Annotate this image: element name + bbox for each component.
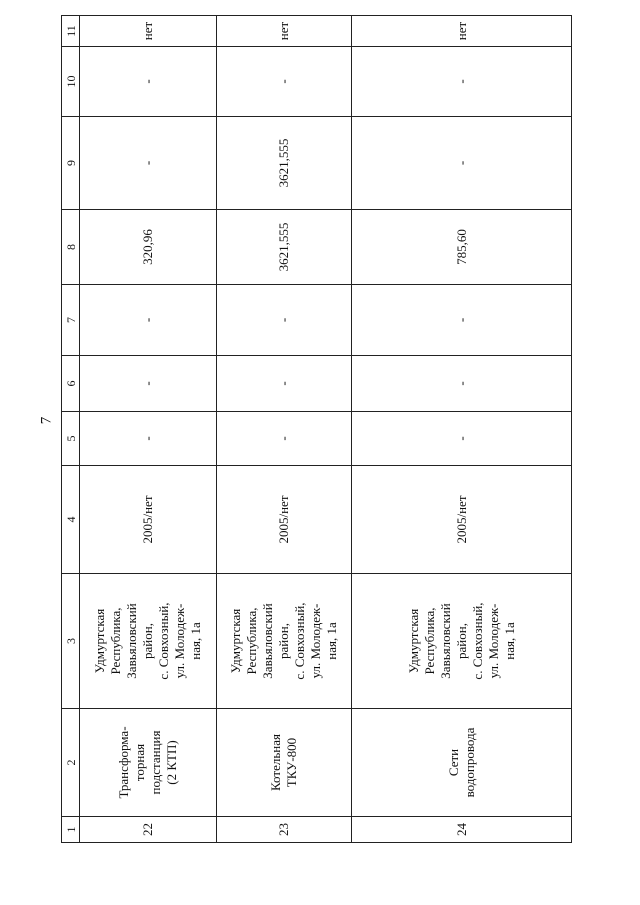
column-number: 7 — [62, 285, 80, 356]
page-number: 7 — [38, 416, 55, 425]
table-row — [217, 16, 352, 843]
object-address: Удмуртская Республика, Завьяловский район, с. Совхозный, ул. Молодеж- ная, 1а — [80, 574, 217, 709]
cell-6: - — [352, 356, 572, 412]
column-number: 1 — [62, 817, 80, 843]
cell-8: 320,96 — [80, 210, 217, 285]
cell-8: 3621,555 — [217, 210, 352, 285]
row-number: 23 — [217, 817, 352, 843]
cell-6: - — [80, 356, 217, 412]
cell-7: - — [217, 285, 352, 356]
cell-10: - — [217, 47, 352, 117]
column-number: 5 — [62, 412, 80, 466]
cell-5: - — [352, 412, 572, 466]
column-number: 10 — [62, 47, 80, 117]
property-table — [61, 16, 570, 843]
cell-7: - — [80, 285, 217, 356]
row-number: 22 — [80, 817, 217, 843]
column-number: 11 — [62, 16, 80, 47]
cell-5: - — [217, 412, 352, 466]
cell-5: - — [80, 412, 217, 466]
column-number: 9 — [62, 117, 80, 210]
cell-6: - — [217, 356, 352, 412]
year-cell: 2005/нет — [217, 466, 352, 574]
column-number: 8 — [62, 210, 80, 285]
cell-9: - — [80, 117, 217, 210]
year-cell: 2005/нет — [352, 466, 572, 574]
cell-7: - — [352, 285, 572, 356]
table-row — [352, 16, 572, 843]
object-name: Трансформа- торная подстанция (2 КТП) — [80, 709, 217, 817]
table-row — [80, 16, 217, 843]
year-cell: 2005/нет — [80, 466, 217, 574]
object-name: Котельная ТКУ-800 — [217, 709, 352, 817]
cell-11: нет — [352, 16, 572, 47]
cell-9: - — [352, 117, 572, 210]
column-number: 3 — [62, 574, 80, 709]
cell-10: - — [80, 47, 217, 117]
column-number: 6 — [62, 356, 80, 412]
object-address: Удмуртская Республика, Завьяловский район, с. Совхозный, ул. Молодеж- ная, 1а — [217, 574, 352, 709]
object-name: Сети водопровода — [352, 709, 572, 817]
row-number: 24 — [352, 817, 572, 843]
column-number: 2 — [62, 709, 80, 817]
object-address: Удмуртская Республика, Завьяловский район, с. Совхозный, ул. Молодеж- ная, 1а — [352, 574, 572, 709]
cell-11: нет — [217, 16, 352, 47]
column-number: 4 — [62, 466, 80, 574]
column-number-row — [62, 16, 80, 843]
cell-11: нет — [80, 16, 217, 47]
cell-10: - — [352, 47, 572, 117]
cell-8: 785,60 — [352, 210, 572, 285]
cell-9: 3621,555 — [217, 117, 352, 210]
